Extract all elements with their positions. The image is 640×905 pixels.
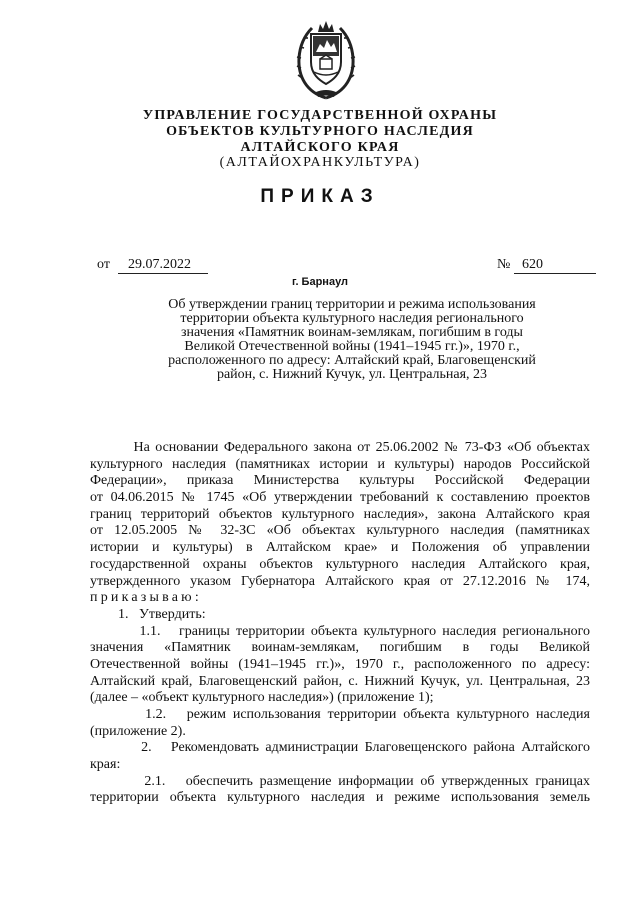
document-subject <box>132 298 572 382</box>
org-name-line-1: УПРАВЛЕНИЕ ГОСУДАРСТВЕННОЙ ОХРАНЫ <box>142 108 498 123</box>
date-label: от <box>97 257 110 272</box>
body-line: Алтайский край, Благовещенский район, с. Нижний Кучук, ул. Центральная, 23 <box>90 673 590 689</box>
body-line: утвержденного указом Губернатора Алтайского края от 27.12.2016 № 174, <box>90 573 590 589</box>
document-type-title: ПРИКАЗ <box>260 186 380 207</box>
body-line: 2. Рекомендовать администрации Благовещенского района Алтайского <box>90 740 590 756</box>
body-line: (приложение 2). <box>90 723 186 739</box>
body-line: Федерации», приказа Министерства культуры Российской Федерации <box>90 473 590 489</box>
org-name-line-3: АЛТАЙСКОГО КРАЯ <box>240 140 400 155</box>
subject-line: расположенного по адресу: Алтайский край, Благовещенский <box>168 353 536 368</box>
document-date: 29.07.2022 <box>118 257 208 274</box>
org-abbreviation: (АЛТАЙОХРАНКУЛЬТУРА) <box>219 155 421 170</box>
body-line: истории и культуры) в Алтайском крае» и Положения об управлении <box>90 540 590 556</box>
body-line-order-word: приказываю: <box>90 590 202 606</box>
org-name-line-2: ОБЪЕКТОВ КУЛЬТУРНОГО НАСЛЕДИЯ <box>166 124 474 139</box>
body-line: Отечественной войны (1941–1945 гг.)», 1970 г., расположенного по адресу: <box>90 656 590 672</box>
subject-line: значения «Памятник воинам-землякам, погибшим в годы <box>181 325 523 340</box>
body-line: 1.2. режим использования территории объекта культурного наследия <box>90 707 590 722</box>
body-line: 1. Утвердить: <box>90 606 206 622</box>
body-line: 2.1. обеспечить размещение информации об утвержденных границах <box>90 773 590 789</box>
body-line: края: <box>90 757 121 773</box>
subject-line: Об утверждении границ территории и режима использования <box>168 297 536 312</box>
body-line: территории объекта культурного наследия и режиме использования земель <box>90 790 590 806</box>
number-label: № <box>497 257 511 272</box>
body-line: государственной охраны объектов культурного наследия Алтайского края, <box>90 556 590 572</box>
city-name: г. Барнаул <box>291 276 349 288</box>
body-line: границ территорий объектов культурного наследия», закона Алтайского края <box>90 506 590 522</box>
document-body <box>90 440 590 807</box>
body-line: (далее – «объект культурного наследия») (приложение 1); <box>90 690 434 706</box>
altai-krai-coat-of-arms-icon <box>296 18 356 100</box>
body-line: значения «Памятник воинам-землякам, погибшим в годы Великой <box>90 640 590 656</box>
subject-line: Великой Отечественной войны (1941–1945 гг.)», 1970 г., <box>184 339 520 354</box>
body-line: 1.1. границы территории объекта культурного наследия регионального <box>90 623 590 639</box>
body-line: от 04.06.2015 № 1745 «Об утверждении требований к составлению проектов <box>90 490 590 506</box>
subject-line: район, с. Нижний Кучук, ул. Центральная, 23 <box>216 367 488 382</box>
body-line: от 12.05.2005 № 32-ЗС «Об объектах культурного наследия (памятниках <box>90 523 590 539</box>
body-line: культурного наследия (памятниках истории и культуры) народов Российской <box>90 456 590 472</box>
document-number: 620 <box>514 257 596 274</box>
subject-line: территории объекта культурного наследия регионального <box>180 311 524 326</box>
body-line: На основании Федерального закона от 25.06.2002 № 73-ФЗ «Об объектах <box>90 440 590 455</box>
